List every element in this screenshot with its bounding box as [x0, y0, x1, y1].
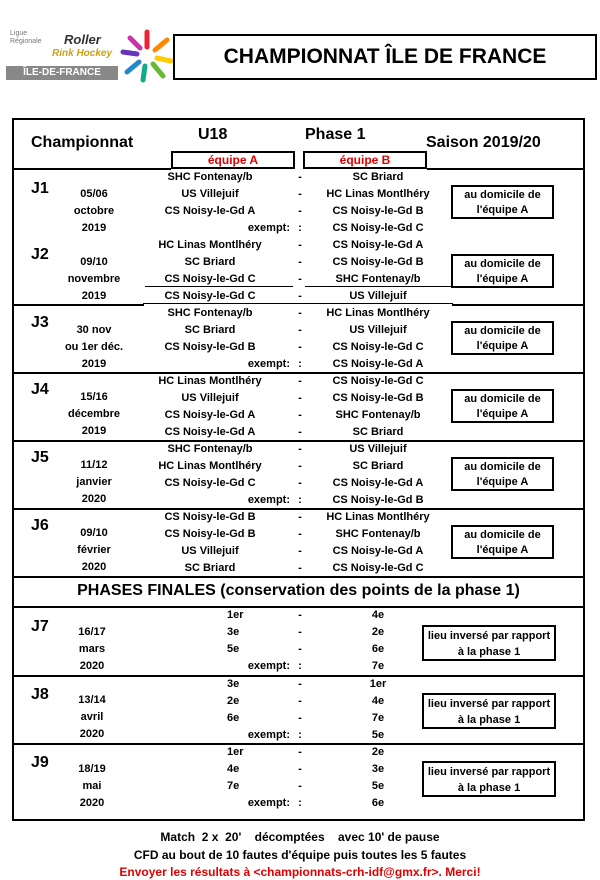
match-separator: - [298, 477, 302, 489]
match-separator: : [298, 797, 302, 809]
exempt-team: CS Noisy-le-Gd B [332, 494, 424, 506]
team-a: 1er [227, 609, 244, 621]
team-b: 7e [371, 712, 385, 724]
team-b: CS Noisy-le-Gd A [332, 477, 424, 489]
team-b: CS Noisy-le-Gd B [332, 392, 424, 404]
match-separator: - [298, 511, 302, 523]
team-a: 4e [227, 763, 240, 775]
team-b: 3e [371, 763, 385, 775]
match-separator: - [298, 678, 302, 690]
team-b: US Villejuif [349, 443, 407, 455]
team-a: CS Noisy-le-Gd C [164, 290, 256, 302]
team-b: 2e [371, 626, 385, 638]
team-a: SC Briard [184, 562, 236, 574]
match-separator: - [298, 171, 302, 183]
league-logo [6, 30, 176, 86]
team-b: SC Briard [352, 460, 404, 472]
venue-note: au domicile de l'équipe A [451, 185, 554, 219]
match-separator: : [298, 729, 302, 741]
match-separator: - [298, 341, 302, 353]
team-b: CS Noisy-le-Gd C [332, 562, 424, 574]
exempt-label: exempt: [247, 797, 290, 809]
team-b: SC Briard [352, 171, 404, 183]
team-a-header: équipe A [171, 151, 295, 169]
team-b: CS Noisy-le-Gd C [332, 375, 424, 387]
team-b: HC Linas Montlhéry [326, 307, 430, 319]
team-b: HC Linas Montlhéry [326, 511, 430, 523]
venue-note: au domicile de l'équipe A [451, 525, 554, 559]
team-b: 2e [371, 746, 385, 758]
team-b: CS Noisy-le-Gd B [332, 205, 424, 217]
team-a: CS Noisy-le-Gd B [164, 528, 256, 540]
team-b: US Villejuif [349, 324, 407, 336]
header-championnat: Championnat [31, 134, 134, 151]
team-b: SHC Fontenay/b [335, 409, 421, 421]
logo-ligue-text: Ligue [10, 30, 28, 37]
round-date: 30 nov ou 1er déc. 2019 [64, 324, 124, 370]
match-separator: - [298, 460, 302, 472]
match-separator: - [298, 307, 302, 319]
team-a: CS Noisy-le-Gd C [164, 477, 256, 489]
logo-regionale-text: Régionale [10, 38, 42, 45]
team-b: CS Noisy-le-Gd A [332, 545, 424, 557]
match-separator: - [298, 626, 302, 638]
round-label: J5 [31, 449, 49, 466]
round-label: J4 [31, 381, 49, 398]
header-category: U18 [198, 126, 228, 143]
phases-finales-title: PHASES FINALES (conservation des points de la phase 1) [77, 582, 520, 599]
logo-region-banner: ÎLE-DE-FRANCE [6, 66, 118, 80]
match-separator: - [298, 643, 302, 655]
exempt-label: exempt: [247, 729, 290, 741]
team-a: SC Briard [184, 256, 236, 268]
round-date: 09/10 février 2020 [77, 527, 111, 573]
team-b: SC Briard [352, 426, 404, 438]
team-a: SHC Fontenay/b [167, 443, 253, 455]
team-b: CS Noisy-le-Gd B [332, 256, 424, 268]
venue-note: lieu inversé par rapport à la phase 1 [422, 761, 556, 797]
team-a: 2e [227, 695, 240, 707]
team-a: 6e [227, 712, 240, 724]
header-season: Saison 2019/20 [426, 134, 541, 151]
round-date: 15/16 décembre 2019 [68, 391, 120, 437]
round-date: 05/06 octobre 2019 [73, 188, 115, 234]
match-separator: - [298, 239, 302, 251]
round-label: J1 [31, 180, 49, 197]
match-separator: - [298, 443, 302, 455]
header-phase: Phase 1 [305, 126, 366, 143]
match-separator: : [298, 222, 302, 234]
match-separator: - [298, 290, 302, 302]
match-rules-text: Match 2 x 20' décomptées avec 10' de pause [160, 830, 440, 844]
match-separator: - [298, 545, 302, 557]
round-date: 18/19 mai 2020 [78, 763, 106, 809]
match-separator: - [298, 562, 302, 574]
exempt-label: exempt: [247, 660, 290, 672]
exempt-team: 7e [371, 660, 385, 672]
logo-starburst-icon [118, 28, 176, 84]
exempt-label: exempt: [247, 222, 290, 234]
match-separator: : [298, 358, 302, 370]
exempt-label: exempt: [247, 358, 290, 370]
venue-note: au domicile de l'équipe A [451, 254, 554, 288]
match-separator: - [298, 426, 302, 438]
match-separator: - [298, 528, 302, 540]
team-a: HC Linas Montlhéry [158, 239, 262, 251]
team-a: 3e [227, 626, 240, 638]
exempt-team: CS Noisy-le-Gd C [332, 222, 424, 234]
team-a: CS Noisy-le-Gd B [164, 511, 256, 523]
match-separator: - [298, 763, 302, 775]
team-b: 4e [371, 609, 385, 621]
round-label: J3 [31, 314, 49, 331]
team-a: HC Linas Montlhéry [158, 375, 262, 387]
match-separator: - [298, 392, 302, 404]
match-separator: - [298, 188, 302, 200]
team-b: 6e [371, 643, 385, 655]
page-title: CHAMPIONNAT ÎLE DE FRANCE [173, 34, 597, 80]
team-b: US Villejuif [349, 290, 407, 302]
exempt-label: exempt: [247, 494, 290, 506]
team-b: CS Noisy-le-Gd C [332, 341, 424, 353]
logo-roller-text: Roller [64, 32, 101, 47]
venue-note: lieu inversé par rapport à la phase 1 [422, 693, 556, 729]
round-label: J6 [31, 517, 49, 534]
team-a: SC Briard [184, 324, 236, 336]
team-a: SHC Fontenay/b [167, 307, 253, 319]
team-a: 7e [227, 780, 240, 792]
round-label: J9 [31, 754, 49, 771]
exempt-team: CS Noisy-le-Gd A [332, 358, 424, 370]
exempt-team: 6e [371, 797, 385, 809]
match-separator: - [298, 409, 302, 421]
venue-note: lieu inversé par rapport à la phase 1 [422, 625, 556, 661]
team-a: CS Noisy-le-Gd A [164, 205, 256, 217]
match-separator: - [298, 695, 302, 707]
team-b: SHC Fontenay/b [335, 528, 421, 540]
team-b: SHC Fontenay/b [335, 273, 421, 285]
match-separator: : [298, 660, 302, 672]
team-a: 1er [227, 746, 244, 758]
team-a: SHC Fontenay/b [167, 171, 253, 183]
team-a: US Villejuif [181, 392, 239, 404]
team-b: 1er [369, 678, 387, 690]
team-a: CS Noisy-le-Gd B [164, 341, 256, 353]
match-separator: - [298, 609, 302, 621]
venue-note: au domicile de l'équipe A [451, 457, 554, 491]
team-a: US Villejuif [181, 545, 239, 557]
team-b: CS Noisy-le-Gd A [332, 239, 424, 251]
team-a: 3e [227, 678, 240, 690]
round-date: 16/17 mars 2020 [78, 626, 106, 672]
team-a: 5e [227, 643, 240, 655]
venue-note: au domicile de l'équipe A [451, 321, 554, 355]
team-a: CS Noisy-le-Gd A [164, 409, 256, 421]
team-b: 5e [371, 780, 385, 792]
results-email-text: Envoyer les résultats à <championnats-crh-idf@gmx.fr>. Merci! [119, 865, 481, 879]
match-separator: - [298, 780, 302, 792]
logo-rink-hockey-text: Rink Hockey [52, 48, 113, 59]
match-separator: - [298, 324, 302, 336]
team-b: HC Linas Montlhéry [326, 188, 430, 200]
match-separator: - [298, 746, 302, 758]
round-label: J7 [31, 618, 49, 635]
round-date: 13/14 avril 2020 [78, 694, 106, 740]
match-separator: - [298, 273, 302, 285]
match-separator: - [298, 375, 302, 387]
match-separator: : [298, 494, 302, 506]
round-divider [452, 304, 583, 306]
match-separator: - [298, 205, 302, 217]
match-separator: - [298, 256, 302, 268]
team-a: HC Linas Montlhéry [158, 460, 262, 472]
team-a: CS Noisy-le-Gd A [164, 426, 256, 438]
header-divider-right [427, 168, 583, 170]
exempt-team: 5e [371, 729, 385, 741]
round-label: J8 [31, 686, 49, 703]
venue-note: au domicile de l'équipe A [451, 389, 554, 423]
match-separator: - [298, 712, 302, 724]
team-b-header: équipe B [303, 151, 427, 169]
team-a: US Villejuif [181, 188, 239, 200]
round-date: 09/10 novembre 2019 [67, 256, 121, 302]
round-date: 11/12 janvier 2020 [76, 459, 112, 505]
round-label: J2 [31, 246, 49, 263]
team-b: 4e [371, 695, 385, 707]
fouls-rules-text: CFD au bout de 10 fautes d'équipe puis toutes les 5 fautes [133, 848, 467, 862]
team-a: CS Noisy-le-Gd C [164, 273, 256, 285]
